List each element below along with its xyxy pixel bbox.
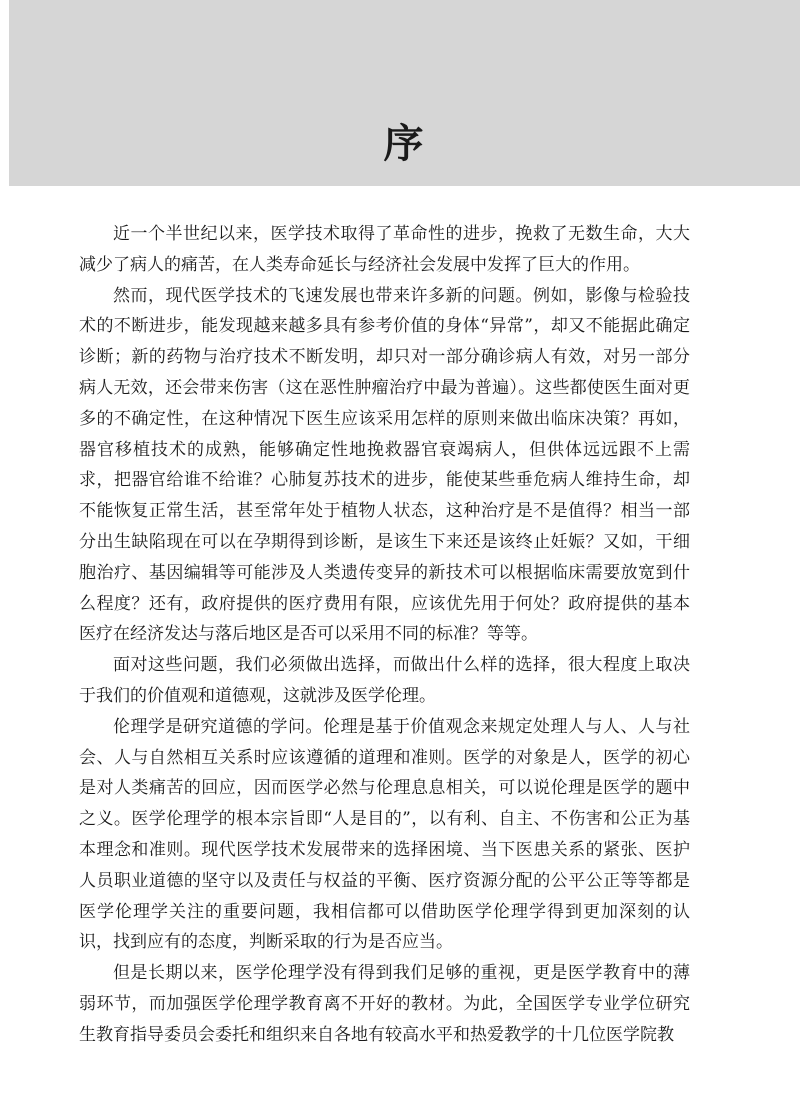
paragraph: 面对这些问题，我们必须做出选择，而做出什么样的选择，很大程度上取决于我们的价值观和道德观，这就涉及医学伦理。 xyxy=(79,655,690,706)
body-text xyxy=(79,219,690,1051)
paragraph: 但是长期以来，医学伦理学没有得到我们足够的重视，更是医学教育中的薄弱环节，而加强医学伦理学教育离不开好的教材。为此，全国医学专业学位研究生教育指导委员会委托和组织来自各地有较高水平和热爱教学的十几位医学院教 xyxy=(79,963,690,1045)
paragraph: 近一个半世纪以来，医学技术取得了革命性的进步，挽救了无数生命，大大减少了病人的痛苦，在人类寿命延长与经济社会发展中发挥了巨大的作用。 xyxy=(79,224,690,275)
paragraph: 然而，现代医学技术的飞速发展也带来许多新的问题。例如，影像与检验技术的不断进步，能发现越来越多具有参考价值的身体“异常”，却又不能据此确定诊断；新的药物与治疗技术不断发明，却只对一部分确诊病人有效，对另一部分病人无效，还会带来伤害（这在恶性肿瘤治疗中最为普遍）。这些都使医生面对更多的不确定性，在这种情况下医生应该采用怎样的原则来做出临床决策？再如，器官移植技术的成熟，能够确定性地挽救器官衰竭病人，但供体远远跟不上需求，把器官给谁不给谁？心肺复苏技术的进步，能使某些垂危病人维持生命，却不能恢复正常生活，甚至常年处于植物人状态，这种治疗是不是值得？相当一部分出生缺陷现在可以在孕期得到诊断，是该生下来还是该终止妊娠？又如，干细胞治疗、基因编辑等可能涉及人类遗传变异的新技术可以根据临床需要放宽到什么程度？还有，政府提供的医疗费用有限，应该优先用于何处？政府提供的基本医疗在经济发达与落后地区是否可以采用不同的标准？等等。 xyxy=(79,285,690,645)
page-title: 序 xyxy=(383,120,426,167)
header-band xyxy=(9,0,800,186)
paragraph: 伦理学是研究道德的学问。伦理是基于价值观念来规定处理人与人、人与社会、人与自然相互关系时应该遵循的道理和准则。医学的对象是人，医学的初心是对人类痛苦的回应，因而医学必然与伦理息息相关，可以说伦理是医学的题中之义。医学伦理学的根本宗旨即“人是目的”，以有利、自主、不伤害和公正为基本理念和准则。现代医学技术发展带来的选择困境、当下医患关系的紧张、医护人员职业道德的坚守以及责任与权益的平衡、医疗资源分配的公平公正等等都是医学伦理学关注的重要问题，我相信都可以借助医学伦理学得到更加深刻的认识，找到应有的态度，判断采取的行为是否应当。 xyxy=(79,716,690,953)
